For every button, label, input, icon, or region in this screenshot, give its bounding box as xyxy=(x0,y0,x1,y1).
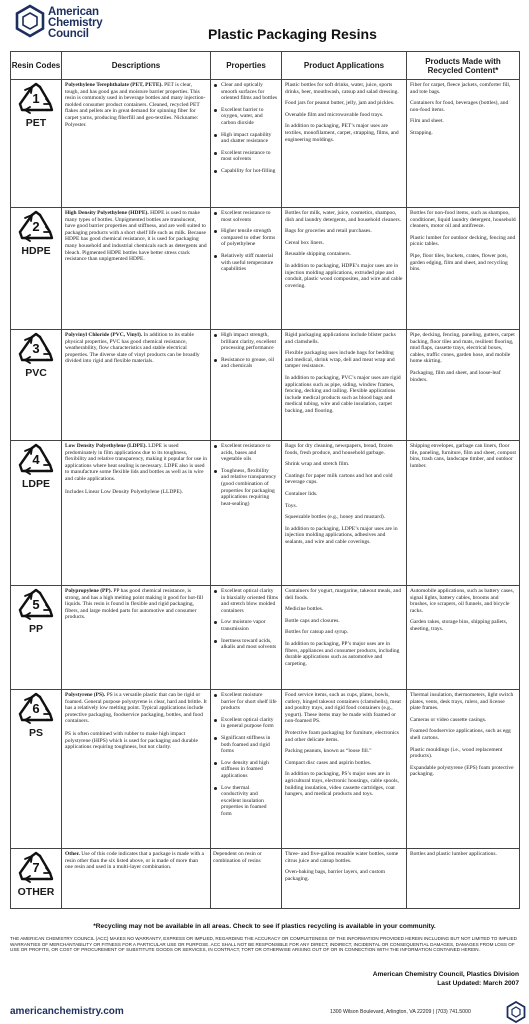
application-item: Food jars for peanut butter, jelly, jam and pickles. xyxy=(285,100,395,107)
resin-abbreviation: PS xyxy=(28,727,43,739)
resin-name: Polystyrene (PS). xyxy=(65,692,106,698)
property-item: Low density and high stiffness in foamed applications xyxy=(213,760,278,780)
resin-code-cell xyxy=(11,586,62,690)
applications-cell xyxy=(282,690,407,849)
col-header-applications: Product Applications xyxy=(282,52,407,80)
recycled-product-item: Plastic lumber for outdoor decking, fencing and picnic tables. xyxy=(410,234,516,248)
resin-number: 1 xyxy=(32,91,40,106)
resin-code-cell xyxy=(11,690,62,849)
description-cell xyxy=(62,441,211,586)
application-item: Shrink wrap and stretch film. xyxy=(285,461,350,468)
description-cell xyxy=(62,208,211,330)
recycled-product-item: Foamed foodservice applications, such as egg shell cartons. xyxy=(410,728,511,741)
application-item: Reusable shipping containers. xyxy=(285,251,351,258)
application-item: Protective foam packaging for furniture, electronics and other delicate items. xyxy=(285,729,399,743)
applications-cell xyxy=(282,586,407,690)
col-header-descriptions: Descriptions xyxy=(62,52,211,80)
resin-abbreviation: PVC xyxy=(25,367,47,379)
properties-list xyxy=(213,82,278,175)
website-link[interactable]: americanchemistry.com xyxy=(10,1006,124,1017)
property-item: Excellent optical clarity in general purpose form xyxy=(213,717,278,730)
property-item: Excellent moisture barrier for short shelf life products xyxy=(213,692,278,712)
application-item: In addition to packaging, PET’s major uses are textiles, monofilament, carpet, strapping, films, and engineering moldings. xyxy=(285,123,399,143)
property-item: Low thermal conductivity and excellent insulation properties in foamed form xyxy=(213,785,278,818)
resin-description: LDPE is used predominately in film applications due to its toughness, flexibility and relative transparency, making it popular for use in applications where heat sealing is necessary. LDPE also is used to manufacture some flexible lids and bottles as well as in wire and cable applications. xyxy=(65,443,207,482)
property-item: Clear and optically smooth surfaces for oriented films and bottles xyxy=(213,82,278,102)
resin-abbreviation: OTHER xyxy=(17,886,55,898)
application-item: In addition to packaging, PVC’s major uses are rigid applications such as pipe, siding, window frames, fencing, decking and railing. Flexible applications include medical products such as blood bags and medical tubing, wire and cable insulation, carpet backing, and flooring. xyxy=(285,374,401,414)
application-item: Container lids. xyxy=(285,490,318,497)
disclaimer: THE AMERICAN CHEMISTRY COUNCIL (ACC) MAKES NO WARRANTY, EXPRESS OR IMPLIED, REGARDING THE ACCURACY OR COMPLETENESS OF THE INFORMATION PROVIDED HEREIN INCLUDING BUT NOT LIMITED TO IMPLIED WARRANTIES OF MERCHANTABILITY OR FITNESS FOR A PARTICULAR USE OR PURPOSE. ACC SHALL NOT BE RESPONSIBLE FOR ANY DIRECT, INDIRECT, INCIDENTAL OR CONSEQUENTIAL DAMAGES, DAMAGES FROM LOSS OF USE OR PROFITS, OR COST OF PROCUREMENT OF SUBSTITUTE GOODS OR SERVICES, IN CONTRACT, TORT OR OTHERWISE ARISING OUT OF OR IN CONNECTION WITH THE INFORMATION CONTAINED HEREIN. xyxy=(10,936,517,953)
logo-text: American Chemistry Council xyxy=(48,6,103,40)
resin-symbol xyxy=(17,82,55,116)
property-item: High impact strength, brilliant clarity, excellent processing performance xyxy=(213,332,278,352)
resin-number: 6 xyxy=(32,701,40,716)
properties-list xyxy=(213,210,278,273)
resin-name: Other. xyxy=(65,851,80,857)
resin-description: Use of this code indicates that a package is made with a resin other than the six listed above, or is made of more than one resin and used in a multi-layer combination. xyxy=(65,851,204,871)
recycling-note: *Recycling may not be available in all areas. Check to see if plastics recycling is available in your community. xyxy=(93,923,436,930)
resin-description: In addition to its stable physical properties, PVC has good chemical resistance, weatherability, flow characteristics and stable electrical properties. The diverse slate of vinyl products can be broadly divided into rigid and flexible materials. xyxy=(65,332,200,365)
application-item: Cereal box liners. xyxy=(285,239,324,246)
properties-cell xyxy=(211,208,282,330)
application-item: Toys. xyxy=(285,502,297,509)
properties-list xyxy=(213,692,278,818)
properties-cell xyxy=(211,690,282,849)
resin-symbol xyxy=(17,443,55,477)
property-item: Capability for hot-filling xyxy=(213,168,278,175)
page-footer xyxy=(0,998,529,1024)
hexagon-logo-icon xyxy=(14,4,46,40)
table-row xyxy=(11,330,520,441)
property-item: Excellent barrier to oxygen, water, and carbon dioxide xyxy=(213,107,278,127)
resin-description: PS is a versatile plastic that can be rigid or foamed. General purpose polystyrene is clear, hard and brittle. It has a relatively low melting point. Typical applications include protective packaging, foodservice packaging, bottles, and food containers. xyxy=(65,692,207,725)
resin-code-cell xyxy=(11,208,62,330)
hexagon-footer-icon xyxy=(506,1001,526,1023)
property-item: Excellent optical clarity in biaxially oriented films and stretch blow molded containers xyxy=(213,588,278,614)
resin-description-extra: Includes Linear Low Density Polyethylene (LLDPE). xyxy=(65,488,183,495)
recycled-product-item: Fiber for carpet, fleece jackets, comforter fill, and tote bags. xyxy=(410,82,511,95)
application-item: Containers for yogurt, margarine, takeout meals, and deli foods. xyxy=(285,588,402,601)
application-item: Bottles for milk, water, juice, cosmetics, shampoo, dish and laundry detergents, and household cleaners. xyxy=(285,210,401,223)
properties-list xyxy=(213,332,278,370)
property-item: Excellent resistance to acids, bases and vegetable oils xyxy=(213,443,278,463)
application-item: In addition to packaging, PP’s major uses are in fibers, appliances and consumer products, including durable applications such as automotive and carpeting. xyxy=(285,640,400,667)
recycled-products-cell xyxy=(407,690,520,849)
recycled-product-item: Containers for food, beverages (bottles), and non-food items. xyxy=(410,100,509,113)
address: 1300 Wilson Boulevard, Arlington, VA 22209 | (703) 741.5000 xyxy=(330,1009,471,1015)
property-item: Relatively stiff material with useful temperature capabilities xyxy=(213,253,278,273)
application-item: Coatings for paper milk cartons and hot and cold beverage cups. xyxy=(285,472,393,486)
recycled-products-cell xyxy=(407,586,520,690)
recycled-products-cell xyxy=(407,330,520,441)
description-cell xyxy=(62,586,211,690)
recycled-product-item: Cameras or video cassette casings. xyxy=(410,716,487,723)
application-item: In addition to packaging, PS’s major uses are in agricultural trays, electronic housings, cable spools, building insulation, video cassette cartridges, coat hangers, and medical products and toys. xyxy=(285,771,399,798)
col-header-recycled: Products Made with Recycled Content* xyxy=(407,52,520,80)
resin-description: PP has good chemical resistance, is strong, and has a high melting point making it good for hot-fill liquids. This resin is found in flexible and rigid packaging, fibers, and large molded parts for automotive and consumer products. xyxy=(65,588,204,621)
resin-description-extra: PS is often combined with rubber to make high impact polystyrene (HIPS) which is used for packaging and durable applications requiring toughness, but not clarity. xyxy=(65,730,198,751)
recycled-product-item: Bottles and plastic lumber applications. xyxy=(410,851,497,857)
application-item: In addition to packaging, LDPE’s major uses are in injection molding applications, adhesives and sealants, and wire and cable coverings. xyxy=(285,525,398,545)
application-item: Food service items, such as cups, plates, bowls, cutlery, hinged takeout containers (clamshells), meat and poultry trays, and rigid food containers (e.g., yogurt). These items may be made with foamed or non-foamed PS. xyxy=(285,692,401,725)
properties-cell xyxy=(211,441,282,586)
applications-cell xyxy=(282,208,407,330)
resin-abbreviation: HDPE xyxy=(21,245,51,257)
property-item: Toughness, flexibility and relative transparency (good combination of properties for packaging applications requiring heat-sealing) xyxy=(213,468,278,508)
recycled-product-item: Film and sheet. xyxy=(410,118,444,125)
recycled-product-item: Bottles for non-food items, such as shampoo, conditioner, liquid laundry detergent, household cleaners, motor oil and antifreeze. xyxy=(410,210,516,230)
property-item: High impact capability and shatter resistance xyxy=(213,132,278,145)
application-item: Medicine bottles. xyxy=(285,606,324,613)
col-header-properties: Properties xyxy=(211,52,282,80)
recycled-product-item: Pipe, decking, fencing, paneling, gutters, carpet backing, floor tiles and mats, resilient flooring, mud flaps, cassette trays, electrical boxes, cables, traffic cones, garden hose, and mobile home skirting. xyxy=(410,332,515,365)
resin-description: PET is clear, tough, and has good gas and moisture barrier properties. This resin is commonly used in beverage bottles and many injection-molded consumer product containers. Cleaned, recycled PET flakes and pellets are in great demand for spinning fiber for carpet yarns, producing fiberfill and geo-textiles. Nickname: Polyester. xyxy=(65,82,206,128)
resin-symbol xyxy=(17,851,55,885)
applications-cell xyxy=(282,849,407,909)
property-text: Dependent on resin or combination of resins xyxy=(213,851,262,864)
resin-name: Polyethylene Terephthalate (PET, PETE). xyxy=(65,82,163,88)
table-header-row xyxy=(11,52,520,80)
resin-name: Polyvinyl Chloride (PVC, Vinyl). xyxy=(65,332,143,338)
recycled-products-cell xyxy=(407,208,520,330)
resin-number: 3 xyxy=(32,341,40,356)
properties-cell xyxy=(211,330,282,441)
recycled-product-item: Expandable polystyrene (EPS) foam protective packaging. xyxy=(410,764,514,778)
resin-number: 2 xyxy=(32,219,40,234)
description-cell xyxy=(62,690,211,849)
application-item: In addition to packaging, HDPE’s major uses are in injection molding applications, extruded pipe and conduit, plastic wood composites, and wire and cable covering. xyxy=(285,262,403,289)
applications-cell xyxy=(282,80,407,208)
resin-code-cell xyxy=(11,849,62,909)
page-title: Plastic Packaging Resins xyxy=(208,26,377,42)
recycled-product-item: Shipping envelopes, garbage can liners, floor tile, paneling, furniture, film and sheet, compost bins, trash cans, landscape timber, and outdoor lumber. xyxy=(410,443,517,469)
application-item: Plastic bottles for soft drinks, water, juice, sports drinks, beer, mouthwash, catsup and salad dressing. xyxy=(285,82,399,95)
table-row xyxy=(11,690,520,849)
property-item: Low moisture vapor transmission xyxy=(213,619,278,632)
properties-cell xyxy=(211,80,282,208)
property-item: Excellent resistance to most solvents xyxy=(213,150,278,163)
last-updated: Last Updated: March 2007 xyxy=(437,980,519,987)
applications-cell xyxy=(282,441,407,586)
recycled-product-item: Automobile applications, such as battery cases, signal lights, battery cables, brooms and brushes, ice scrapers, oil funnels, and bicycle racks. xyxy=(410,588,515,614)
resin-code-cell xyxy=(11,441,62,586)
resin-number: 4 xyxy=(32,452,40,467)
property-item: Higher tensile strength compared to other forms of polyethylene xyxy=(213,228,278,248)
application-item: Bottle caps and closures. xyxy=(285,617,340,624)
application-item: Three- and five-gallon reusable water bottles, some citrus juice and catsup bottles. xyxy=(285,851,399,864)
acc-logo xyxy=(14,4,164,42)
recycled-product-item: Packaging, film and sheet, and loose-leaf binders. xyxy=(410,369,501,383)
application-item: Squeezable bottles (e.g., honey and mustard). xyxy=(285,514,386,521)
resin-number: 5 xyxy=(32,597,40,612)
applications-cell xyxy=(282,330,407,441)
resin-table xyxy=(10,51,520,909)
table-row xyxy=(11,849,520,909)
col-header-resin-codes: Resin Codes xyxy=(11,52,62,80)
description-cell xyxy=(62,330,211,441)
recycled-products-cell xyxy=(407,441,520,586)
application-item: Ovenable film and microwavable food trays. xyxy=(285,111,384,118)
org-name: American Chemistry Council, Plastics Division xyxy=(372,971,519,978)
properties-cell xyxy=(211,586,282,690)
table-row xyxy=(11,208,520,330)
resin-code-cell xyxy=(11,330,62,441)
application-item: Oven-baking bags, barrier layers, and custom packaging. xyxy=(285,869,386,882)
property-item: Resistance to grease, oil and chemicals xyxy=(213,357,278,370)
table-row xyxy=(11,586,520,690)
resin-code-cell xyxy=(11,80,62,208)
recycled-product-item: Strapping. xyxy=(410,129,433,136)
recycled-products-cell xyxy=(407,80,520,208)
application-item: Flexible packaging uses include bags for bedding and medical, shrink wrap, deli and meat wrap and tamper resistance. xyxy=(285,350,395,370)
resin-symbol xyxy=(17,692,55,726)
table-row xyxy=(11,441,520,586)
property-item: Inertness toward acids, alkalis and most solvents xyxy=(213,638,278,651)
recycled-product-item: Pipe, floor tiles, buckets, crates, flower pots, garden edging, film and sheet, and recycling bins. xyxy=(410,252,508,273)
resin-description: HDPE is used to make many types of bottles. Unpigmented bottles are translucent, have good barrier properties and stiffness, and are well suited to packaging products with a short shelf life such as milk. Because HDPE has good chemical resistance, it is used for packaging many household and industrial chemicals such as detergents and bleach. Pigmented HDPE bottles have better stress crack resistance than unpigmented HDPE. xyxy=(65,210,207,263)
application-item: Compact disc cases and aspirin bottles. xyxy=(285,759,372,766)
resin-abbreviation: PP xyxy=(28,623,43,635)
resin-abbreviation: LDPE xyxy=(21,478,50,490)
resin-symbol xyxy=(17,332,55,366)
description-cell xyxy=(62,80,211,208)
recycled-product-item: Garden rakes, storage bins, shipping pallets, sheeting, trays. xyxy=(410,619,508,632)
resin-name: High Density Polyethylene (HDPE). xyxy=(65,210,149,216)
recycled-product-item: Thermal insulation, thermometers, light switch plates, vents, desk trays, rulers, and license plate frames. xyxy=(410,692,514,712)
properties-list xyxy=(213,588,278,651)
property-item: Excellent resistance to most solvents xyxy=(213,210,278,223)
application-item: Rigid packaging applications include blister packs and clamshells. xyxy=(285,332,396,345)
recycled-products-cell xyxy=(407,849,520,909)
resin-symbol xyxy=(17,210,55,244)
application-item: Packing peanuts, known as “loose fill.” xyxy=(285,748,372,755)
properties-cell xyxy=(211,849,282,909)
application-item: Bottles for catsup and syrup. xyxy=(285,629,349,636)
resin-name: Polypropylene (PP). xyxy=(65,588,112,594)
description-cell xyxy=(62,849,211,909)
resin-number: 7 xyxy=(32,860,40,875)
property-item: Significant stiffness in both foamed and rigid forms xyxy=(213,735,278,755)
table-row xyxy=(11,80,520,208)
application-item: Bags for dry cleaning, newspapers, bread, frozen foods, fresh produce, and household garbage. xyxy=(285,443,393,456)
properties-list xyxy=(213,443,278,507)
resin-name: Low Density Polyethylene (LDPE). xyxy=(65,443,147,449)
recycled-product-item: Plastic mouldings (i.e., wood replacement products). xyxy=(410,746,503,760)
application-item: Bags for groceries and retail purchases. xyxy=(285,228,372,235)
resin-abbreviation: PET xyxy=(25,117,47,129)
resin-symbol xyxy=(17,588,55,622)
